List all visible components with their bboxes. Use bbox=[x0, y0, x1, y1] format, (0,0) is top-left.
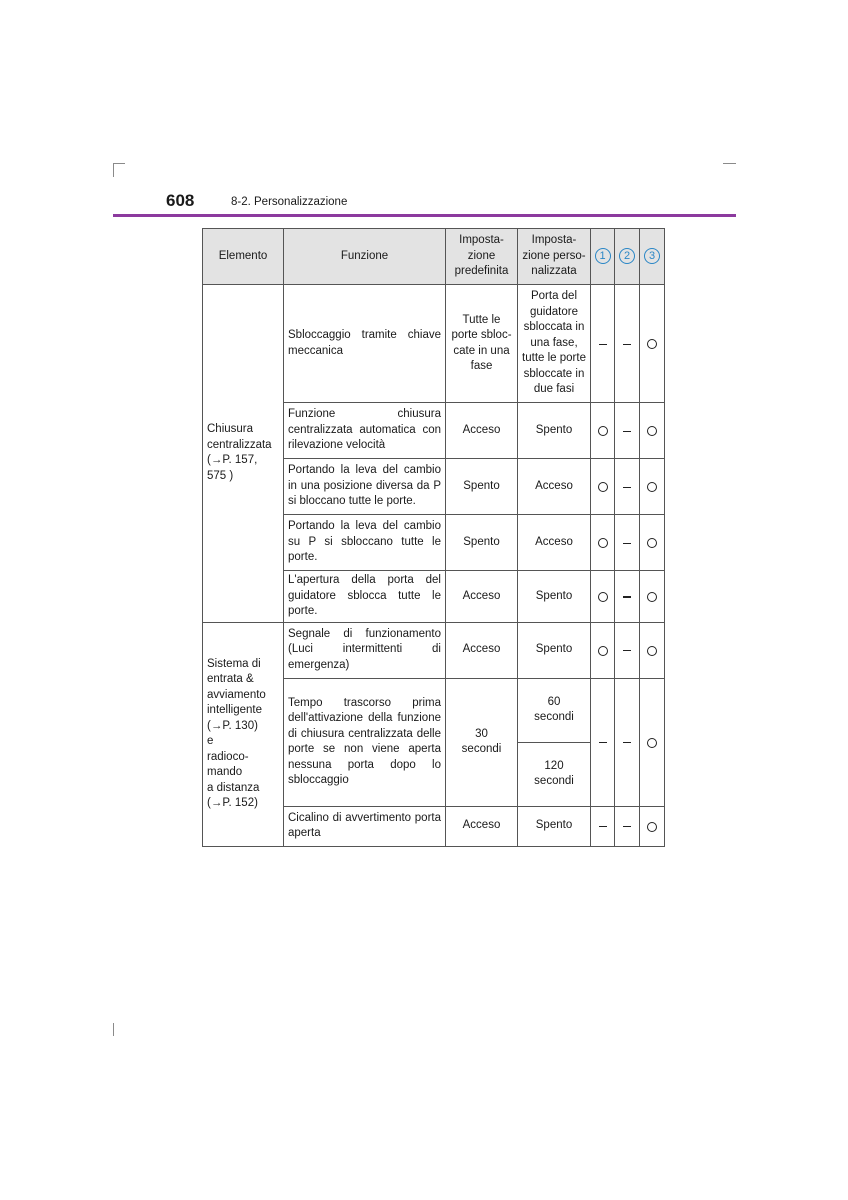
not-available-dash-icon bbox=[623, 543, 631, 544]
not-available-dash-icon bbox=[599, 826, 607, 827]
mark-cell bbox=[640, 515, 665, 571]
header-rule bbox=[113, 214, 736, 217]
available-circle-icon bbox=[647, 482, 657, 492]
number-2-icon: 2 bbox=[619, 248, 635, 264]
mark-cell bbox=[640, 459, 665, 515]
not-available-dash-icon bbox=[623, 431, 631, 432]
not-available-dash-icon bbox=[623, 826, 631, 827]
available-circle-icon bbox=[598, 646, 608, 656]
funzione-cell: Funzione chiusura centralizzata automatica con rilevazione velocità bbox=[284, 403, 446, 459]
header-personalizzata: Imposta- zione perso- nalizzata bbox=[518, 229, 591, 285]
predefinita-cell: Tutte le porte sbloc- cate in una fase bbox=[446, 285, 518, 403]
mark-cell bbox=[615, 806, 640, 846]
funzione-cell: Portando la leva del cambio in una posizione diversa da P si bloccano tutte le porte. bbox=[284, 459, 446, 515]
available-circle-icon bbox=[647, 738, 657, 748]
mark-cell bbox=[591, 622, 615, 678]
not-available-dash-icon bbox=[599, 344, 607, 345]
number-3-icon: 3 bbox=[644, 248, 660, 264]
available-circle-icon bbox=[647, 426, 657, 436]
mark-cell bbox=[615, 515, 640, 571]
crop-mark bbox=[113, 1023, 114, 1036]
mark-cell bbox=[591, 515, 615, 571]
predefinita-cell: Acceso bbox=[446, 622, 518, 678]
available-circle-icon bbox=[647, 822, 657, 832]
personalizzata-cell: Spento bbox=[518, 403, 591, 459]
mark-cell bbox=[591, 678, 615, 806]
funzione-cell: L'apertura della porta del guidatore sblocca tutte le porte. bbox=[284, 571, 446, 623]
available-circle-icon bbox=[598, 482, 608, 492]
funzione-cell: Portando la leva del cambio su P si sbloccano tutte le porte. bbox=[284, 515, 446, 571]
crop-mark bbox=[723, 163, 736, 164]
personalizzata-option-cell: 120 secondi bbox=[518, 742, 591, 806]
customization-table bbox=[202, 228, 665, 847]
header-elemento: Elemento bbox=[203, 229, 284, 285]
mark-cell bbox=[591, 403, 615, 459]
funzione-cell: Tempo trascorso prima dell'attivazione della funzione di chiusura centralizzata delle porte se non viene aperta nessuna porta dopo lo sbloccaggio bbox=[284, 678, 446, 806]
header-funzione: Funzione bbox=[284, 229, 446, 285]
mark-cell bbox=[591, 806, 615, 846]
available-circle-icon bbox=[647, 646, 657, 656]
table-header-row bbox=[203, 229, 665, 285]
available-circle-icon bbox=[598, 426, 608, 436]
mark-cell bbox=[640, 678, 665, 806]
personalizzata-cell: Acceso bbox=[518, 515, 591, 571]
predefinita-cell: Acceso bbox=[446, 806, 518, 846]
available-circle-icon bbox=[647, 538, 657, 548]
available-circle-icon bbox=[598, 592, 608, 602]
not-available-dash-icon bbox=[623, 487, 631, 488]
funzione-cell: Cicalino di avvertimento porta aperta bbox=[284, 806, 446, 846]
not-available-dash-icon bbox=[623, 650, 631, 651]
mark-cell bbox=[615, 459, 640, 515]
mark-cell bbox=[640, 285, 665, 403]
predefinita-cell: Spento bbox=[446, 515, 518, 571]
funzione-cell: Segnale di funzionamento (Luci intermittenti di emergenza) bbox=[284, 622, 446, 678]
personalizzata-cell: Porta del guidatore sbloccata in una fase, tutte le porte sbloccate in due fasi bbox=[518, 285, 591, 403]
section-title: 8-2. Personalizzazione bbox=[231, 196, 348, 208]
table-row bbox=[203, 285, 665, 403]
available-circle-icon bbox=[647, 592, 657, 602]
mark-cell bbox=[591, 285, 615, 403]
funzione-cell: Sbloccaggio tramite chiave meccanica bbox=[284, 285, 446, 403]
predefinita-cell: 30 secondi bbox=[446, 678, 518, 806]
crop-mark bbox=[113, 163, 114, 177]
header-predefinita: Imposta- zione predefinita bbox=[446, 229, 518, 285]
available-circle-icon bbox=[647, 339, 657, 349]
not-available-dash-icon bbox=[623, 596, 631, 597]
page-number: 608 bbox=[166, 191, 195, 210]
number-1-icon: 1 bbox=[595, 248, 611, 264]
mark-cell bbox=[591, 459, 615, 515]
mark-cell bbox=[615, 622, 640, 678]
mark-cell bbox=[640, 571, 665, 623]
personalizzata-cell: Acceso bbox=[518, 459, 591, 515]
table-row bbox=[203, 622, 665, 678]
header-col-1 bbox=[591, 229, 615, 285]
personalizzata-cell: Spento bbox=[518, 571, 591, 623]
predefinita-cell: Acceso bbox=[446, 403, 518, 459]
predefinita-cell: Spento bbox=[446, 459, 518, 515]
not-available-dash-icon bbox=[623, 344, 631, 345]
crop-mark bbox=[113, 163, 125, 164]
header-col-2 bbox=[615, 229, 640, 285]
mark-cell bbox=[591, 571, 615, 623]
mark-cell bbox=[640, 806, 665, 846]
personalizzata-cell: Spento bbox=[518, 806, 591, 846]
mark-cell bbox=[640, 403, 665, 459]
mark-cell bbox=[640, 622, 665, 678]
mark-cell bbox=[615, 285, 640, 403]
mark-cell bbox=[615, 678, 640, 806]
elemento-cell: Sistema di entrata & avviamento intelligente (→P. 130) e radioco- mando a distanza (→P. 152) bbox=[203, 622, 284, 846]
personalizzata-cell: Spento bbox=[518, 622, 591, 678]
mark-cell bbox=[615, 571, 640, 623]
elemento-cell: Chiusura centralizzata (→P. 157, 575 ) bbox=[203, 285, 284, 623]
predefinita-cell: Acceso bbox=[446, 571, 518, 623]
available-circle-icon bbox=[598, 538, 608, 548]
mark-cell bbox=[615, 403, 640, 459]
not-available-dash-icon bbox=[599, 742, 607, 743]
not-available-dash-icon bbox=[623, 742, 631, 743]
personalizzata-option-cell: 60 secondi bbox=[518, 678, 591, 742]
header-col-3 bbox=[640, 229, 665, 285]
